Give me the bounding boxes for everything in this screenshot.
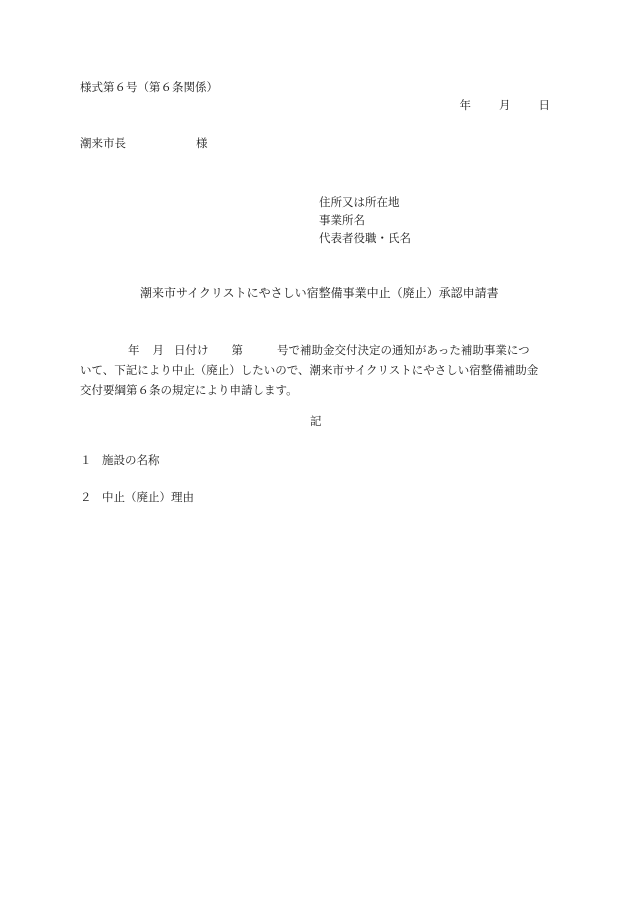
item-number: １ bbox=[80, 453, 92, 467]
item-number: ２ bbox=[80, 490, 92, 504]
body-dai: 第 bbox=[231, 343, 243, 357]
applicant-representative-label: 代表者役職・氏名 bbox=[319, 231, 411, 245]
body-line-1 bbox=[80, 340, 552, 360]
body-day: 日付け bbox=[174, 343, 209, 357]
addressee-name: 潮来市長 bbox=[80, 136, 126, 150]
body-month: 月 bbox=[152, 343, 164, 357]
body-line-1-rest: 号で補助金交付決定の通知があった補助事業につ bbox=[277, 343, 530, 357]
date-line bbox=[460, 100, 551, 112]
form-number: 様式第６号（第６条関係） bbox=[80, 80, 218, 94]
date-year: 年 bbox=[459, 98, 471, 112]
body-year: 年 bbox=[128, 343, 140, 357]
body-line-2: いて、下記により中止（廃止）したいので、潮来市サイクリストにやさしい宿整備補助金 bbox=[80, 363, 539, 377]
body-line-3: 交付要綱第６条の規定により申請します。 bbox=[80, 383, 298, 397]
item-facility-name bbox=[80, 455, 160, 467]
addressee-honorific: 様 bbox=[196, 136, 208, 150]
ki-heading: 記 bbox=[310, 414, 322, 428]
applicant-address-label: 住所又は所在地 bbox=[319, 195, 400, 209]
date-day: 日 bbox=[538, 98, 550, 112]
applicant-office-label: 事業所名 bbox=[319, 213, 365, 227]
item-cancellation-reason bbox=[80, 492, 194, 504]
addressee bbox=[80, 138, 208, 150]
document-title: 潮来市サイクリストにやさしい宿整備事業中止（廃止）承認申請書 bbox=[140, 286, 499, 300]
item-label: 中止（廃止）理由 bbox=[102, 490, 194, 504]
item-label: 施設の名称 bbox=[102, 453, 160, 467]
date-month: 月 bbox=[499, 98, 511, 112]
body-text bbox=[80, 340, 552, 400]
applicant-block bbox=[319, 193, 411, 247]
